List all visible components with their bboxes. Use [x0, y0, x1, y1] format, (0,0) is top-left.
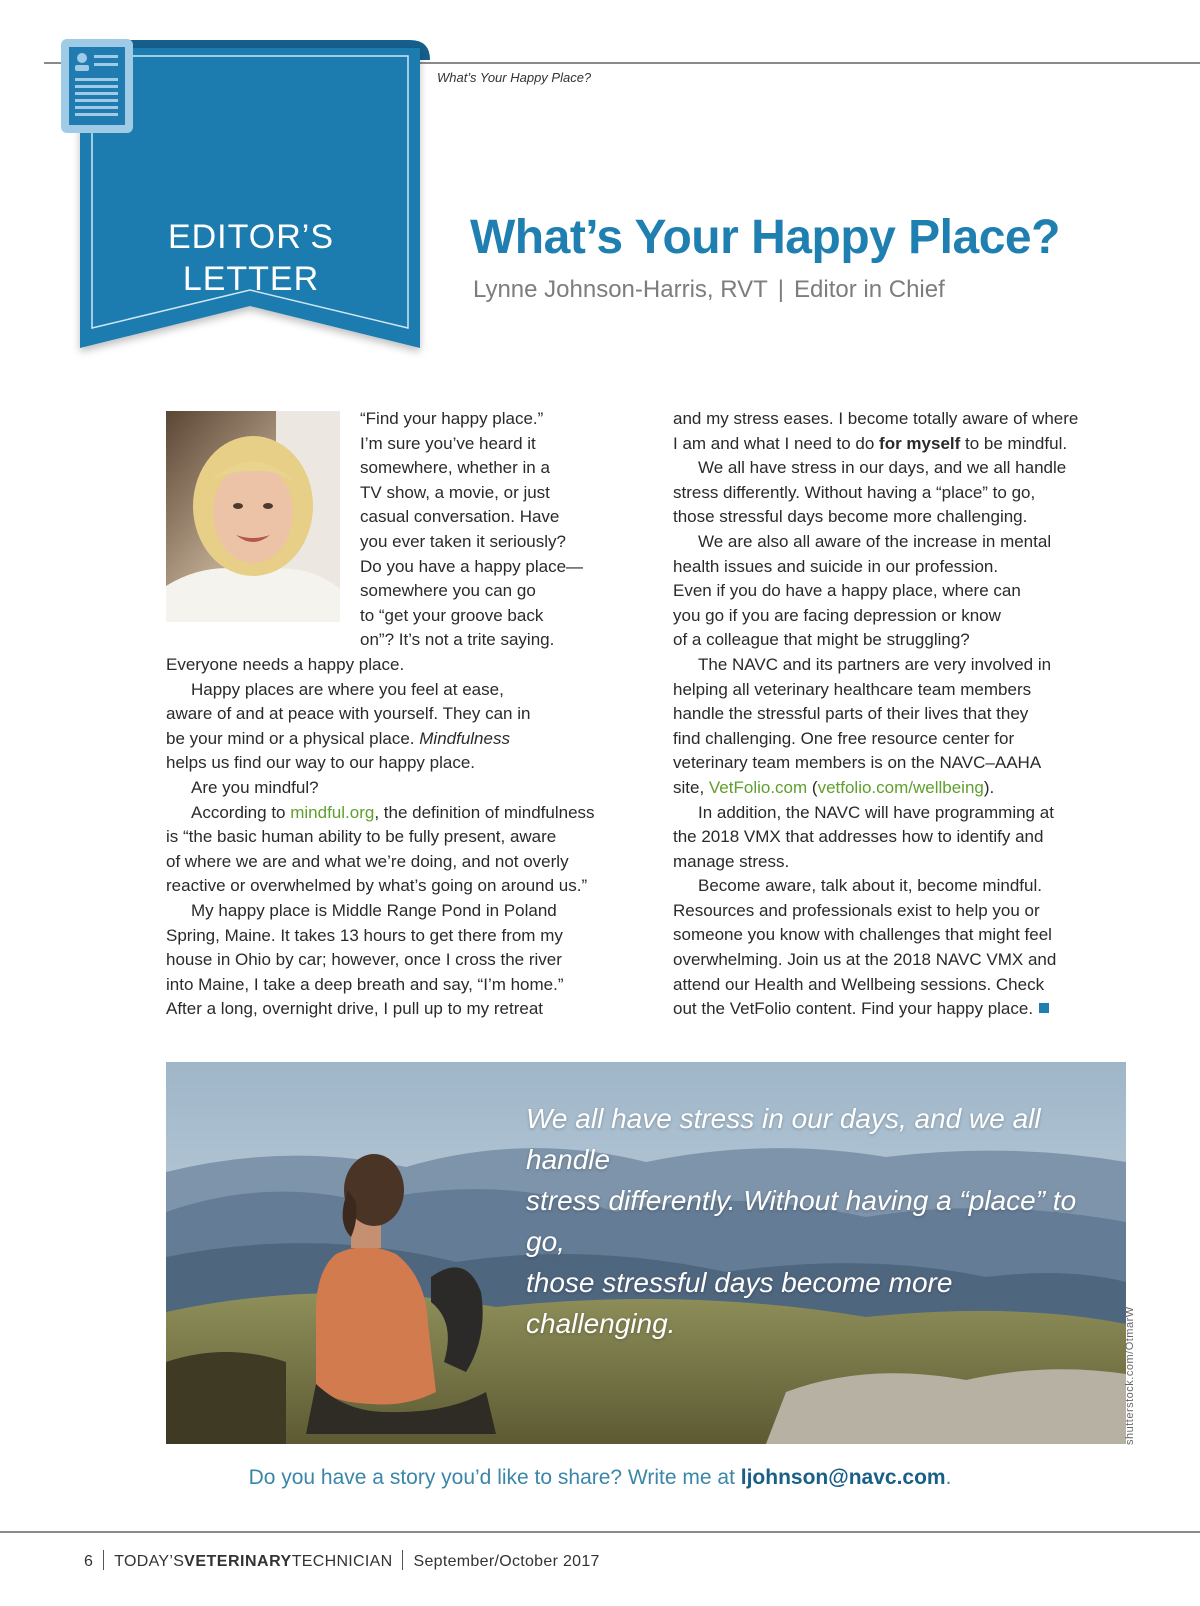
body-line: and my stress eases. I become totally aware of where: [673, 409, 1079, 428]
body-line: TV show, a movie, or just: [360, 482, 550, 502]
end-mark-icon: [1039, 1003, 1049, 1013]
body-line: Spring, Maine. It takes 13 hours to get there from my: [166, 925, 563, 945]
vetfolio-link[interactable]: VetFolio.com: [708, 777, 808, 797]
body-line: those stressful days become more challenging.: [673, 507, 1028, 527]
author-role: Editor in Chief: [794, 276, 945, 303]
bold-text: for myself: [879, 433, 961, 453]
body-line: [166, 727, 630, 752]
body-line: My happy place is Middle Range Pond in Poland: [191, 900, 557, 920]
body-line: I’m sure you’ve heard it: [360, 433, 536, 453]
body-line: The NAVC and its partners are very involved in: [698, 654, 1052, 674]
cta-text: Do you have a story you’d like to share? Write me at: [248, 1466, 741, 1489]
author-portrait: [166, 411, 340, 622]
body-line: of where we are and what we’re doing, and not overly: [166, 851, 569, 871]
body-text: site,: [673, 777, 709, 797]
body-line: somewhere you can go: [360, 581, 536, 601]
pull-quote-line: We all have stress in our days, and we all handle: [526, 1103, 1041, 1175]
body-line: We all have stress in our days, and we all handle: [698, 458, 1067, 478]
running-head: What’s Your Happy Place?: [437, 70, 592, 85]
pull-quote: [526, 1098, 1106, 1344]
editors-letter-ribbon: [60, 38, 440, 368]
footer-divider: [402, 1550, 403, 1570]
body-text: out the VetFolio content. Find your happy place.: [673, 999, 1034, 1019]
body-line: to “get your groove back: [360, 605, 544, 625]
body-line: attend our Health and Wellbeing sessions. Check: [673, 974, 1045, 994]
body-column-a-bottom: [166, 653, 630, 1022]
byline-separator: |: [777, 276, 785, 303]
body-line: aware of and at peace with yourself. They can in: [166, 704, 531, 724]
body-line: you ever taken it seriously?: [360, 531, 566, 551]
body-line: casual conversation. Have: [360, 507, 560, 527]
page-number: 6: [84, 1553, 94, 1570]
feature-photo: [166, 1062, 1126, 1444]
body-line: reactive or overwhelmed by what’s going on around us.”: [166, 876, 588, 896]
body-line: veterinary team members is on the NAVC–AAHA: [673, 753, 1042, 773]
body-line: In addition, the NAVC will have programming at: [698, 802, 1054, 822]
body-line: Happy places are where you feel at ease,: [191, 679, 504, 699]
body-line: Even if you do have a happy place, where can: [673, 581, 1021, 601]
body-line: somewhere, whether in a: [360, 458, 550, 478]
body-line: After a long, overnight drive, I pull up to my retreat: [166, 999, 544, 1019]
body-line: you go if you are facing depression or know: [673, 605, 1001, 625]
cta-end: .: [945, 1466, 952, 1489]
magazine-name-prefix: TODAY’S: [114, 1553, 185, 1570]
body-text: to be mindful.: [960, 433, 1068, 453]
byline: [473, 276, 945, 304]
body-line: [166, 801, 630, 826]
body-line: helps us find our way to our happy place.: [166, 753, 476, 773]
issue-date: September/October 2017: [413, 1553, 600, 1570]
body-line: Become aware, talk about it, become mindful.: [698, 876, 1042, 896]
body-line: into Maine, I take a deep breath and say, “I’m home.”: [166, 974, 564, 994]
pull-quote-line: stress differently. Without having a “place” to go,: [526, 1185, 1077, 1257]
magazine-name-bold: VETERINARY: [184, 1553, 292, 1570]
body-line: house in Ohio by car; however, once I cross the river: [166, 950, 562, 970]
bottom-rule: [0, 1531, 1200, 1533]
mindful-link[interactable]: mindful.org: [290, 802, 375, 822]
document-icon: [60, 38, 134, 134]
ribbon-label: [100, 216, 402, 300]
body-line: helping all veterinary healthcare team members: [673, 679, 1032, 699]
body-text: According to: [191, 802, 291, 822]
body-line: handle the stressful parts of their lives that they: [673, 704, 1029, 724]
body-text: ).: [983, 777, 995, 797]
body-line: “Find your happy place.”: [360, 409, 544, 428]
body-column-a-top: [360, 407, 630, 653]
body-line: Resources and professionals exist to help you or: [673, 900, 1040, 920]
magazine-name: [114, 1553, 392, 1570]
body-line: [673, 776, 1129, 801]
body-line: on”? It’s not a trite saying.: [360, 630, 555, 650]
page-footer: [84, 1550, 600, 1571]
footer-divider: [103, 1550, 104, 1570]
ribbon-line-1: EDITOR’S: [167, 218, 335, 256]
body-line: manage stress.: [673, 851, 790, 871]
body-line: of a colleague that might be struggling?: [673, 630, 970, 650]
body-line: We are also all aware of the increase in mental: [698, 531, 1052, 551]
call-to-action: [0, 1466, 1200, 1490]
body-line: is “the basic human ability to be fully present, aware: [166, 827, 557, 847]
body-line: Are you mindful?: [191, 777, 319, 797]
ribbon-line-2: LETTER: [182, 260, 320, 298]
author-name: Lynne Johnson-Harris, RVT: [473, 276, 768, 303]
body-line: health issues and suicide in our profession.: [673, 556, 999, 576]
body-line: [673, 432, 1129, 457]
body-column-b: [673, 407, 1129, 1022]
body-line: someone you know with challenges that might feel: [673, 925, 1052, 945]
body-line: the 2018 VMX that addresses how to identify and: [673, 827, 1044, 847]
body-text: be your mind or a physical place.: [166, 728, 420, 748]
body-line: find challenging. One free resource center for: [673, 728, 1015, 748]
body-text: , the definition of mindfulness: [374, 802, 595, 822]
magazine-name-suffix: TECHNICIAN: [291, 1553, 393, 1570]
pull-quote-line: those stressful days become more challenging.: [526, 1267, 953, 1339]
emphasis-text: Mindfulness: [419, 728, 510, 748]
body-text: I am and what I need to do: [673, 433, 880, 453]
vetfolio-wellbeing-link[interactable]: vetfolio.com/wellbeing: [817, 777, 984, 797]
body-line: Do you have a happy place—: [360, 556, 584, 576]
body-line: overwhelming. Join us at the 2018 NAVC VMX and: [673, 950, 1057, 970]
body-line: Everyone needs a happy place.: [166, 655, 405, 674]
body-line: stress differently. Without having a “place” to go,: [673, 482, 1036, 502]
body-line: [673, 997, 1129, 1022]
photo-credit: shutterstock.com/OtmarW: [1124, 1306, 1136, 1445]
body-text: (: [807, 777, 818, 797]
article-title: What’s Your Happy Place?: [470, 211, 1060, 264]
email-link[interactable]: ljohnson@navc.com: [740, 1466, 946, 1489]
